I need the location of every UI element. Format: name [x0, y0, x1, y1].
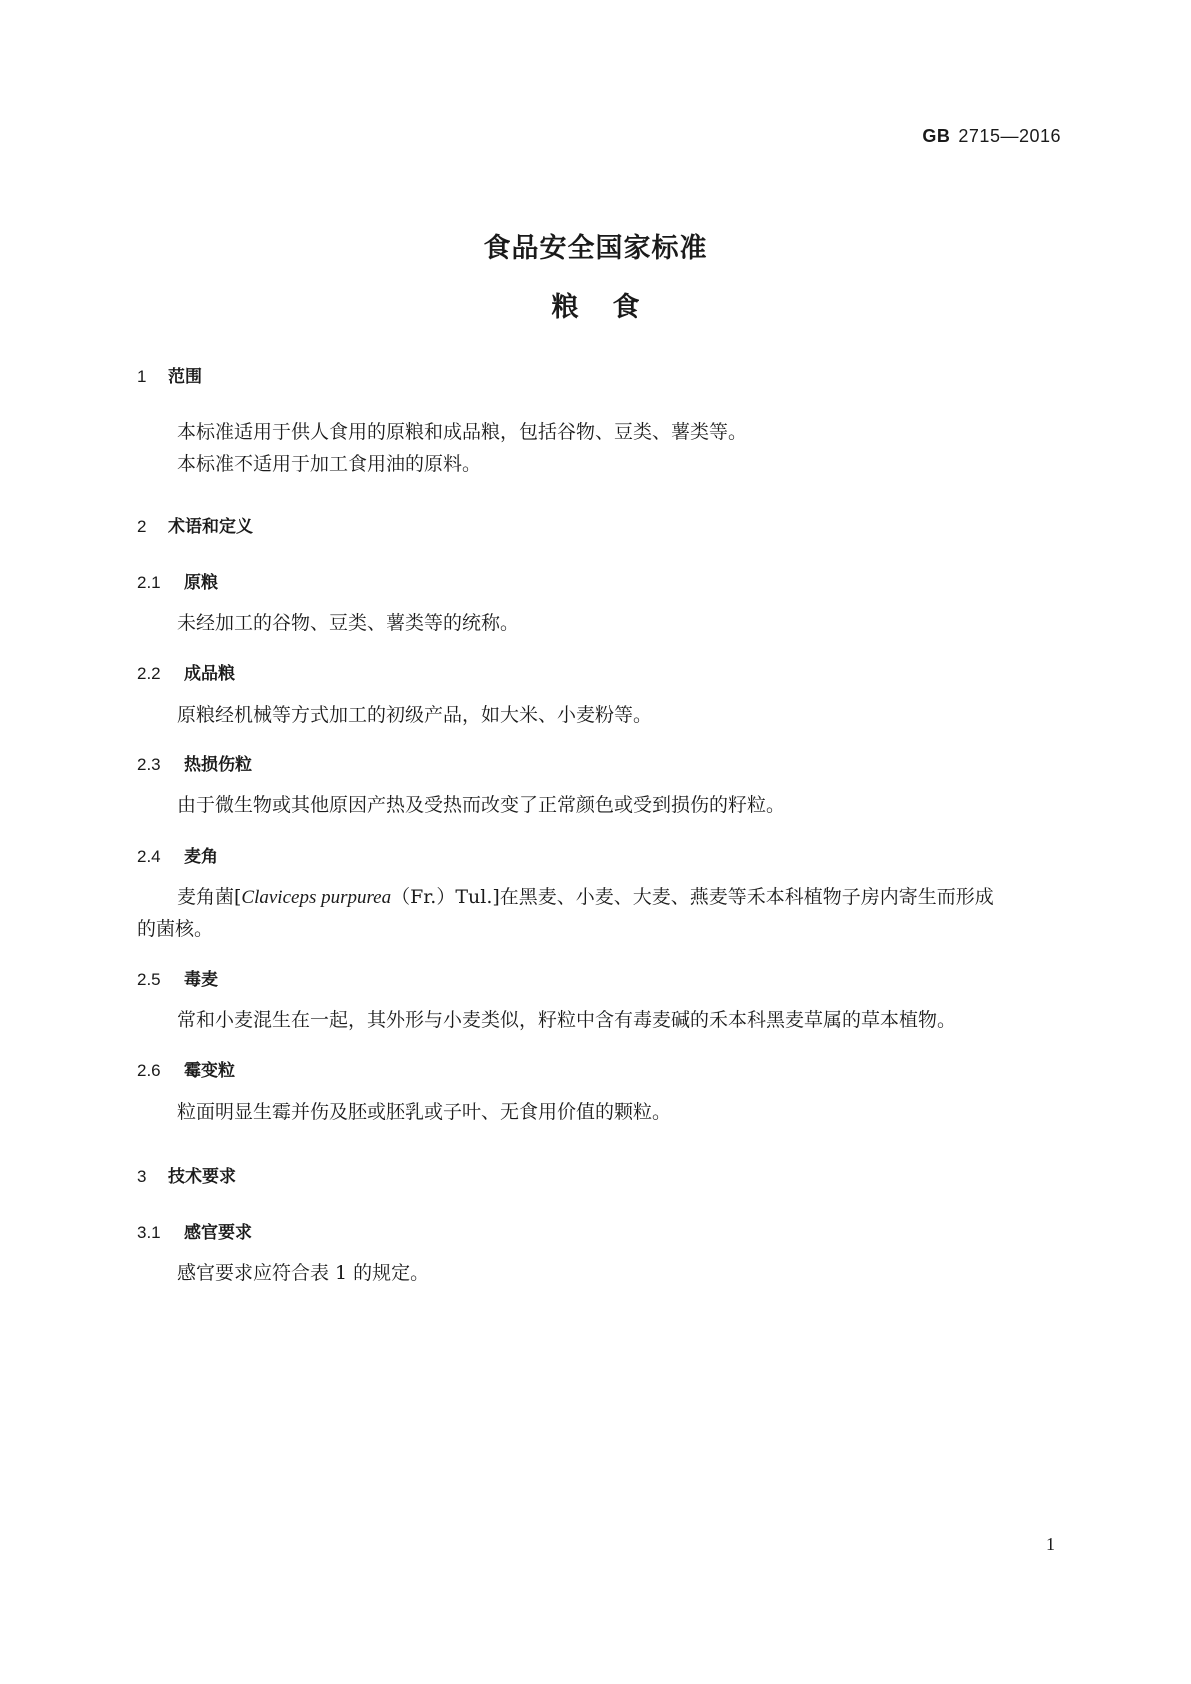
section-title: 术语和定义 — [168, 517, 253, 537]
section-number: 2.5 — [137, 970, 161, 989]
section-3-1-heading — [137, 1218, 252, 1243]
latin-species-name: Claviceps purpurea — [241, 887, 392, 908]
section-title: 范围 — [168, 367, 202, 387]
section-title: 霉变粒 — [184, 1061, 235, 1081]
section-number: 3 — [137, 1167, 147, 1186]
section-number: 1 — [137, 367, 147, 386]
section-title: 技术要求 — [168, 1167, 236, 1187]
document-subtitle: 粮食 — [551, 292, 674, 323]
section-1-paragraph-2 — [137, 447, 1057, 481]
section-2-1-paragraph — [137, 606, 1057, 640]
paragraph-text: 常和小麦混生在一起，其外形与小麦类似，籽粒中含有毒麦碱的禾本科黑麦草属的草本植物。 — [177, 1009, 957, 1031]
section-2-4-paragraph-line-1 — [137, 880, 1057, 915]
section-2-2-paragraph — [137, 698, 1057, 732]
section-2-heading — [137, 512, 253, 537]
section-3-heading — [137, 1162, 236, 1187]
paragraph-text: 由于微生物或其他原因产热及受热而改变了正常颜色或受到损伤的籽粒。 — [177, 794, 786, 816]
section-2-1-heading — [137, 568, 218, 593]
section-title: 成品粮 — [184, 664, 235, 684]
section-number: 3.1 — [137, 1223, 161, 1242]
document-title: 食品安全国家标准 — [483, 233, 708, 264]
section-number: 2 — [137, 517, 147, 536]
paragraph-text: 本标准不适用于加工食用油的原料。 — [177, 453, 482, 475]
section-title: 原粮 — [184, 573, 218, 593]
section-number: 2.6 — [137, 1061, 161, 1080]
section-2-4-heading — [137, 842, 218, 867]
paragraph-text: 粒面明显生霉并伤及胚或胚乳或子叶、无食用价值的颗粒。 — [177, 1101, 672, 1123]
standard-code-number: 2715—2016 — [958, 126, 1061, 146]
standard-code — [922, 126, 1061, 147]
section-2-6-paragraph — [137, 1095, 1057, 1129]
section-2-2-heading — [137, 659, 235, 684]
section-number: 2.3 — [137, 755, 161, 774]
section-2-5-heading — [137, 965, 218, 990]
section-2-6-heading — [137, 1056, 235, 1081]
paragraph-text: 原粮经机械等方式加工的初级产品，如大米、小麦粉等。 — [177, 704, 653, 726]
paragraph-text: 麦角菌[ — [177, 886, 242, 908]
section-2-3-paragraph — [137, 788, 1057, 822]
section-title: 热损伤粒 — [184, 755, 252, 775]
paragraph-text: 的菌核。 — [137, 918, 214, 940]
section-title: 麦角 — [184, 847, 218, 867]
standard-code-prefix: GB — [922, 126, 951, 146]
section-3-1-paragraph — [137, 1256, 1057, 1290]
section-number: 2.2 — [137, 664, 161, 683]
section-2-5-paragraph — [137, 1003, 1057, 1037]
section-2-4-paragraph-line-2 — [137, 912, 1057, 946]
paragraph-text: 本标准适用于供人食用的原粮和成品粮，包括谷物、豆类、薯类等。 — [177, 421, 748, 443]
paragraph-text: （Fr.）Tul.]在黑麦、小麦、大麦、燕麦等禾本科植物子房内寄生而形成 — [391, 886, 994, 908]
paragraph-text: 未经加工的谷物、豆类、薯类等的统称。 — [177, 612, 520, 634]
section-number: 2.4 — [137, 847, 161, 866]
section-1-heading — [137, 362, 202, 387]
section-title: 毒麦 — [184, 970, 218, 990]
section-title: 感官要求 — [184, 1223, 252, 1243]
section-number: 2.1 — [137, 573, 161, 592]
section-2-3-heading — [137, 750, 252, 775]
page-number: 1 — [1046, 1534, 1055, 1554]
paragraph-text: 感官要求应符合表 1 的规定。 — [177, 1262, 430, 1284]
section-1-paragraph-1 — [137, 415, 1057, 449]
